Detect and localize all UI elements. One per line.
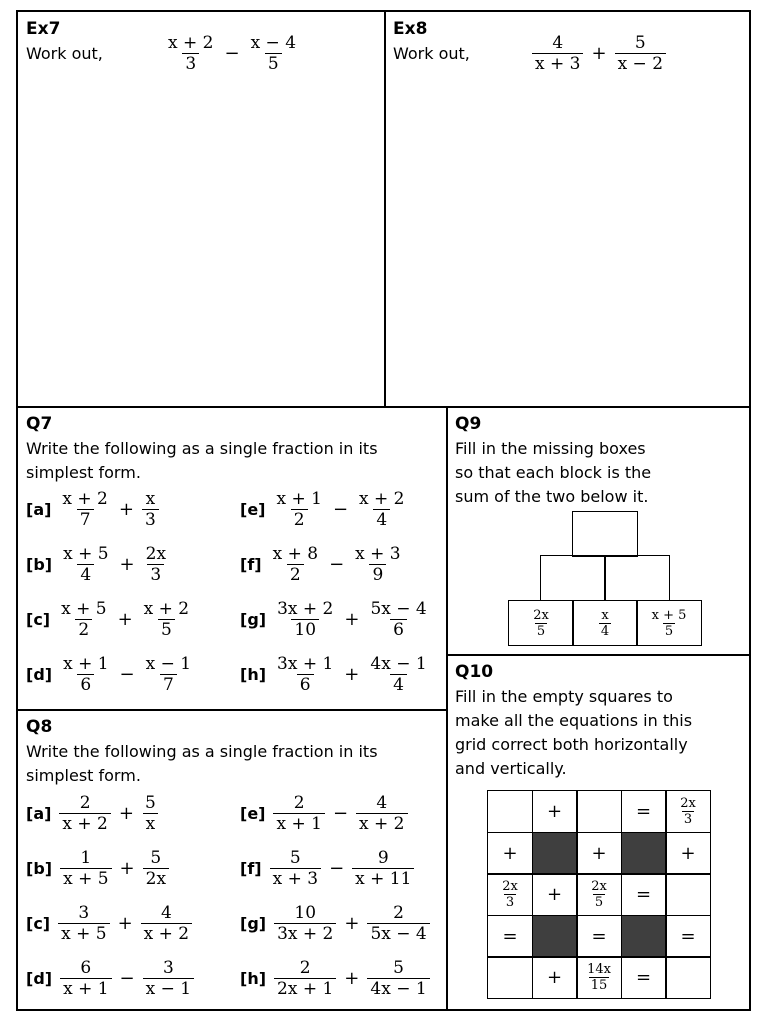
- grid-operator-cell: =: [621, 873, 667, 916]
- grid-operator-cell: +: [576, 832, 622, 875]
- q9-line-1: Fill in the missing boxes: [455, 439, 646, 458]
- q7-title: Q7: [26, 414, 53, 434]
- denominator: x + 2: [356, 813, 407, 834]
- q8-item-c: [26, 903, 192, 944]
- denominator: 3x + 2: [274, 923, 336, 944]
- denominator: 3: [142, 509, 159, 530]
- ex8-title: Ex8: [393, 19, 428, 39]
- numerator: 5: [634, 33, 646, 53]
- question-label: [g]: [240, 610, 267, 629]
- grid-operator-cell: =: [576, 915, 622, 958]
- fraction: [589, 879, 609, 910]
- grid-operator-cell: =: [621, 790, 667, 833]
- denominator: x: [143, 813, 159, 834]
- numerator: 4: [160, 903, 172, 923]
- q7-item-d: [26, 654, 194, 695]
- q7-item-e: [240, 489, 408, 530]
- denominator: 4x − 1: [367, 978, 429, 999]
- question-label: [h]: [240, 969, 267, 988]
- fraction: [60, 654, 111, 695]
- fraction: [599, 608, 611, 639]
- denominator: x + 5: [58, 923, 109, 944]
- plus-sign: +: [119, 554, 135, 575]
- grid-blocked-cell: [621, 832, 667, 875]
- q8-item-a: [26, 793, 159, 834]
- grid-operator-cell: =: [487, 915, 533, 958]
- denominator: 6: [390, 619, 407, 640]
- q8-item-d: [26, 958, 194, 999]
- q10-line-2: make all the equations in this: [455, 711, 693, 730]
- fraction: [678, 796, 698, 827]
- question-label: [a]: [26, 500, 52, 519]
- plus-sign: +: [118, 803, 134, 824]
- q7-item-c: [26, 599, 192, 640]
- fraction: [274, 654, 336, 695]
- question-label: [f]: [240, 555, 262, 574]
- numerator: 5: [144, 793, 156, 813]
- denominator: x − 1: [143, 978, 194, 999]
- fraction: [367, 903, 429, 944]
- q7-instruction-line1: Write the following as a single fraction in its: [26, 439, 378, 458]
- denominator: 4: [390, 674, 407, 695]
- numerator: 2x: [145, 544, 167, 564]
- question-label: [c]: [26, 914, 51, 933]
- fraction: [142, 793, 159, 834]
- grid-blocked-cell: [532, 915, 578, 958]
- q7-item-b: [26, 544, 169, 585]
- numerator: 1: [80, 848, 92, 868]
- denominator: 3: [505, 895, 515, 910]
- denominator: 4: [600, 623, 610, 639]
- numerator: 4x − 1: [370, 654, 427, 674]
- fraction: [356, 793, 407, 834]
- denominator: 7: [77, 509, 94, 530]
- numerator: 2: [79, 793, 91, 813]
- denominator: 2x + 1: [274, 978, 336, 999]
- denominator: 3: [683, 812, 693, 827]
- pyramid-top-box[interactable]: [572, 511, 638, 557]
- numerator: 2: [293, 793, 305, 813]
- denominator: 6: [297, 674, 314, 695]
- pyramid-bottom-box-3: [636, 600, 702, 646]
- grid-given-cell: [576, 873, 622, 916]
- denominator: x − 2: [615, 53, 666, 74]
- fraction: [615, 33, 666, 74]
- numerator: 2x: [680, 796, 696, 811]
- q9-line-2: so that each block is the: [455, 463, 652, 482]
- q7-instruction-line2: simplest form.: [26, 463, 141, 482]
- denominator: x + 11: [352, 868, 414, 889]
- numerator: 10: [294, 903, 317, 923]
- fraction: [143, 958, 194, 999]
- denominator: 5x − 4: [367, 923, 429, 944]
- ex8-expression: [532, 33, 666, 74]
- denominator: 9: [369, 564, 386, 585]
- fraction: [60, 544, 111, 585]
- denominator: 2: [291, 509, 308, 530]
- denominator: 3: [182, 53, 199, 74]
- q10-line-4: and vertically.: [455, 759, 567, 778]
- numerator: x − 1: [145, 654, 192, 674]
- plus-sign: +: [344, 913, 360, 934]
- fraction: [270, 544, 321, 585]
- pyramid-bottom-box-2: [572, 600, 638, 646]
- grid-operator-cell: +: [532, 956, 578, 999]
- numerator: 4: [552, 33, 564, 53]
- grid-empty-cell[interactable]: [487, 956, 533, 999]
- question-label: [g]: [240, 914, 267, 933]
- ex7-expression: [165, 33, 299, 74]
- pyramid-middle-right-box[interactable]: [604, 555, 670, 601]
- fraction: [274, 903, 336, 944]
- numerator: x + 5: [651, 607, 687, 623]
- denominator: x + 5: [60, 868, 111, 889]
- numerator: 2: [299, 958, 311, 978]
- minus-sign: −: [329, 554, 345, 575]
- question-label: [b]: [26, 555, 53, 574]
- q8-title: Q8: [26, 717, 53, 737]
- denominator: x + 1: [60, 978, 111, 999]
- q8-item-f: [240, 848, 414, 889]
- numerator: 2x: [502, 879, 518, 894]
- q10-title: Q10: [455, 662, 494, 682]
- denominator: 5: [265, 53, 282, 74]
- numerator: x + 2: [143, 599, 190, 619]
- numerator: x + 8: [272, 544, 319, 564]
- fraction: [143, 848, 169, 889]
- grid-empty-cell[interactable]: [665, 873, 711, 916]
- q7-item-g: [240, 599, 430, 640]
- q9-line-3: sum of the two below it.: [455, 487, 649, 506]
- fraction: [58, 599, 109, 640]
- minus-sign: −: [329, 858, 345, 879]
- fraction: [60, 958, 111, 999]
- grid-empty-cell[interactable]: [576, 790, 622, 833]
- numerator: x: [601, 607, 609, 623]
- q8-item-g: [240, 903, 430, 944]
- numerator: x + 2: [62, 489, 108, 509]
- fraction: [60, 848, 111, 889]
- fraction: [274, 599, 336, 640]
- q8-item-h: [240, 958, 430, 999]
- grid-operator-cell: =: [665, 915, 711, 958]
- question-label: [f]: [240, 859, 262, 878]
- numerator: 3: [78, 903, 90, 923]
- plus-sign: +: [344, 664, 360, 685]
- q8-item-e: [240, 793, 408, 834]
- fraction: [352, 848, 414, 889]
- plus-sign: +: [344, 968, 360, 989]
- denominator: 7: [160, 674, 177, 695]
- numerator: 5: [393, 958, 404, 978]
- numerator: 5x − 4: [370, 599, 427, 619]
- question-label: [d]: [26, 665, 53, 684]
- fraction: [248, 33, 299, 74]
- grid-operator-cell: =: [621, 956, 667, 999]
- grid-blocked-cell: [532, 832, 578, 875]
- denominator: 6: [77, 674, 94, 695]
- fraction: [273, 793, 324, 834]
- ex7-title: Ex7: [26, 19, 61, 39]
- numerator: 3: [162, 958, 174, 978]
- denominator: x + 3: [270, 868, 321, 889]
- plus-sign: +: [591, 43, 607, 64]
- denominator: 2: [287, 564, 304, 585]
- grid-given-cell: [487, 873, 533, 916]
- denominator: 3: [147, 564, 164, 585]
- denominator: x + 3: [532, 53, 583, 74]
- question-label: [c]: [26, 610, 51, 629]
- q7-item-h: [240, 654, 430, 695]
- minus-sign: −: [119, 664, 135, 685]
- denominator: 10: [291, 619, 319, 640]
- grid-operator-cell: +: [532, 790, 578, 833]
- fraction: [142, 489, 159, 530]
- grid-blocked-cell: [621, 915, 667, 958]
- fraction: [532, 33, 583, 74]
- fraction: [356, 489, 407, 530]
- numerator: 3x + 2: [277, 599, 334, 619]
- pyramid-middle-left-box[interactable]: [540, 555, 606, 601]
- fraction: [367, 958, 429, 999]
- numerator: x + 3: [355, 544, 401, 564]
- fraction: [273, 489, 324, 530]
- grid-empty-cell[interactable]: [487, 790, 533, 833]
- numerator: 2x: [533, 607, 549, 623]
- fraction: [352, 544, 403, 585]
- fraction: [367, 654, 429, 695]
- numerator: 6: [80, 958, 92, 978]
- ex8-instruction: Work out,: [393, 44, 470, 63]
- denominator: 4: [373, 509, 390, 530]
- question-label: [e]: [240, 804, 266, 823]
- minus-sign: −: [224, 43, 240, 64]
- denominator: 2: [75, 619, 92, 640]
- fraction: [58, 903, 109, 944]
- question-label: [e]: [240, 500, 266, 519]
- numerator: 4: [376, 793, 388, 813]
- denominator: 15: [590, 978, 608, 993]
- denominator: x + 2: [59, 813, 110, 834]
- grid-given-cell: [665, 790, 711, 833]
- fraction: [270, 848, 321, 889]
- q10-line-1: Fill in the empty squares to: [455, 687, 673, 706]
- numerator: x + 1: [63, 654, 109, 674]
- minus-sign: −: [332, 803, 349, 824]
- numerator: x − 4: [250, 33, 297, 53]
- plus-sign: +: [117, 913, 133, 934]
- fraction: [531, 608, 551, 639]
- fraction: [367, 599, 429, 640]
- grid-empty-cell[interactable]: [665, 956, 711, 999]
- fraction: [585, 962, 613, 993]
- fraction: [650, 608, 689, 639]
- denominator: 5: [594, 895, 604, 910]
- denominator: 4: [77, 564, 94, 585]
- fraction: [141, 599, 192, 640]
- q8-instruction-line2: simplest form.: [26, 766, 141, 785]
- q9-title: Q9: [455, 414, 482, 434]
- denominator: 5: [158, 619, 175, 640]
- fraction: [274, 958, 336, 999]
- denominator: x + 2: [141, 923, 192, 944]
- q10-line-3: grid correct both horizontally: [455, 735, 688, 754]
- pyramid-bottom-box-1: [508, 600, 574, 646]
- numerator: x: [145, 489, 156, 509]
- denominator: 2x: [143, 868, 169, 889]
- grid-given-cell: [576, 956, 622, 999]
- q7-item-f: [240, 544, 404, 585]
- numerator: 14x: [587, 962, 611, 977]
- ex7-instruction: Work out,: [26, 44, 103, 63]
- numerator: x + 2: [168, 33, 214, 53]
- fraction: [59, 793, 110, 834]
- numerator: 9: [377, 848, 389, 868]
- denominator: 5: [536, 623, 546, 639]
- plus-sign: +: [118, 499, 134, 520]
- q8-item-b: [26, 848, 169, 889]
- q7-item-a: [26, 489, 159, 530]
- fraction: [143, 654, 194, 695]
- fraction: [141, 903, 192, 944]
- question-label: [d]: [26, 969, 53, 988]
- plus-sign: +: [117, 609, 133, 630]
- question-label: [h]: [240, 665, 267, 684]
- grid-operator-cell: +: [487, 832, 533, 875]
- numerator: 5: [150, 848, 162, 868]
- denominator: 5: [664, 623, 674, 639]
- numerator: 2: [393, 903, 404, 923]
- question-label: [a]: [26, 804, 52, 823]
- question-label: [b]: [26, 859, 53, 878]
- plus-sign: +: [119, 858, 135, 879]
- q8-instruction-line1: Write the following as a single fraction in its: [26, 742, 378, 761]
- fraction: [165, 33, 216, 74]
- fraction: [500, 879, 520, 910]
- numerator: x + 1: [276, 489, 322, 509]
- fraction: [59, 489, 110, 530]
- minus-sign: −: [332, 499, 349, 520]
- numerator: 3x + 1: [277, 654, 334, 674]
- grid-operator-cell: +: [665, 832, 711, 875]
- fraction: [143, 544, 169, 585]
- grid-operator-cell: +: [532, 873, 578, 916]
- plus-sign: +: [344, 609, 360, 630]
- numerator: 5: [289, 848, 301, 868]
- numerator: x + 2: [359, 489, 405, 509]
- numerator: x + 5: [63, 544, 109, 564]
- denominator: x + 1: [273, 813, 324, 834]
- numerator: 2x: [591, 879, 607, 894]
- numerator: x + 5: [61, 599, 107, 619]
- minus-sign: −: [119, 968, 135, 989]
